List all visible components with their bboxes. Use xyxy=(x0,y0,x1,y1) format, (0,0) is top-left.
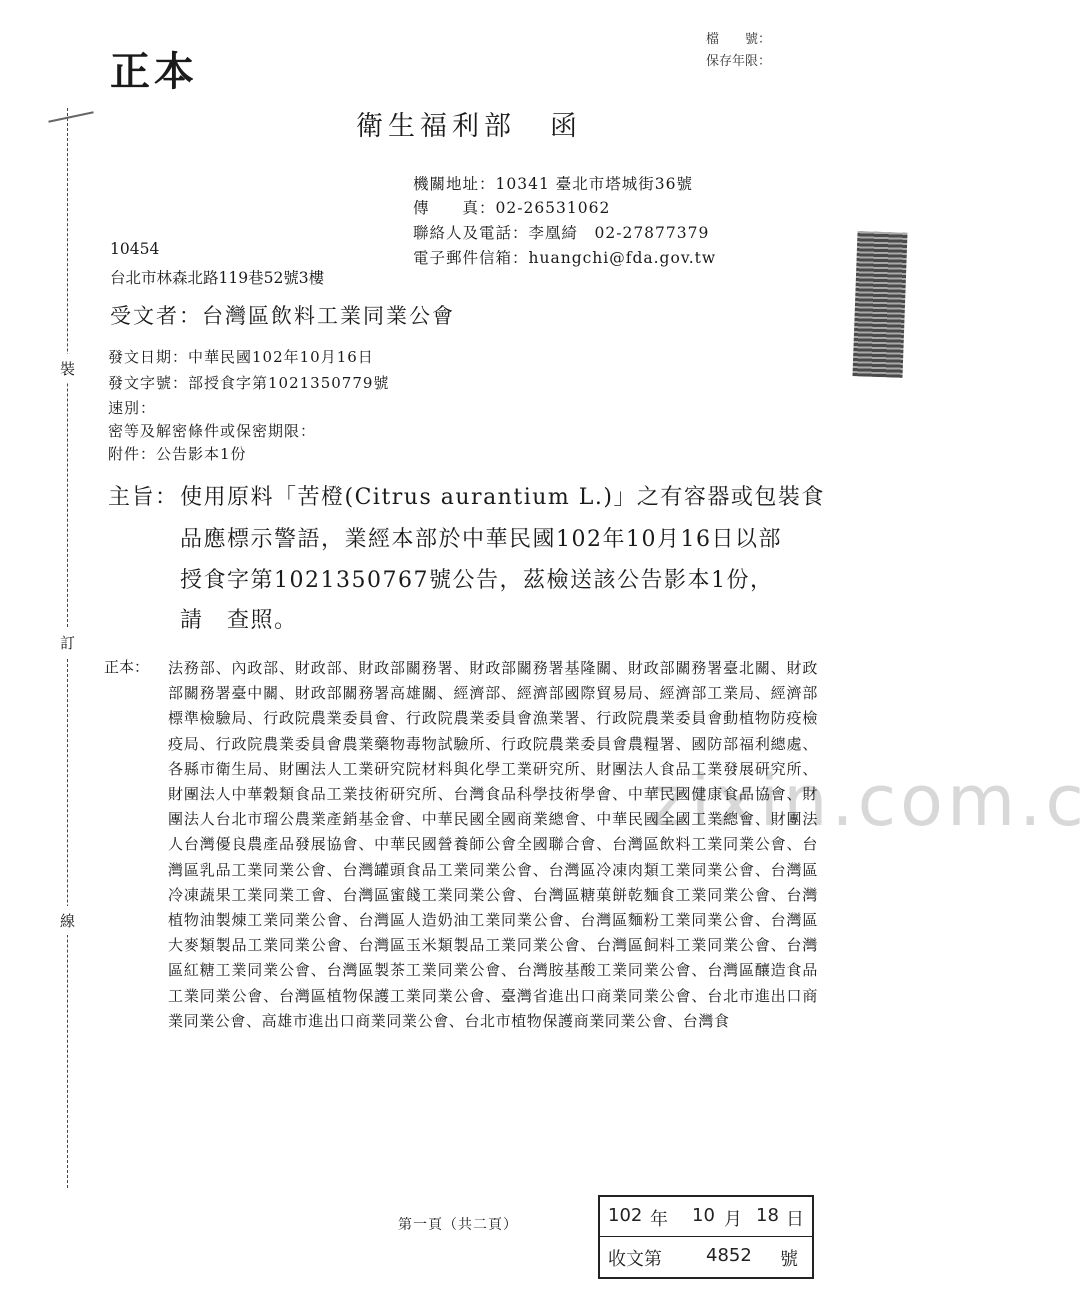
security-level: 密等及解密條件或保密期限： xyxy=(108,422,317,440)
retention-label: 保存年限： xyxy=(706,54,772,69)
receipt-day: 18 xyxy=(756,1205,779,1226)
speed: 速別： xyxy=(108,399,157,417)
receipt-label: 收文第 xyxy=(608,1249,662,1270)
receipt-month-unit: 月 xyxy=(724,1209,742,1230)
receipt-suffix: 號 xyxy=(780,1249,798,1270)
subject-line-3: 授食字第1021350767號公告，茲檢送該公告影本1份， xyxy=(180,568,774,593)
sender-fax: 傳 真：02-26531062 xyxy=(413,199,611,217)
subject-line-2: 品應標示警語，業經本部於中華民國102年10月16日以部 xyxy=(180,527,782,552)
watermark: zixin.com.c xyxy=(650,760,1088,842)
subject-label: 主旨： xyxy=(108,485,179,510)
recipient: 受文者：台灣區飲料工業同業公會 xyxy=(110,304,455,328)
copy-mark: 正本 xyxy=(110,48,198,95)
sender-contact: 聯絡人及電話：李凰綺 02-27877379 xyxy=(413,224,710,242)
receipt-month: 10 xyxy=(692,1205,715,1226)
subject-line-4: 請 查照。 xyxy=(180,608,298,633)
receipt-date-row xyxy=(600,1197,812,1237)
recipient-postcode: 10454 xyxy=(110,240,160,258)
binding-char-xian: 線 xyxy=(60,906,75,935)
subject-line-1: 使用原料「苦橙(Citrus aurantium L.)」之有容器或包裝食 xyxy=(180,485,825,510)
pencil-mark xyxy=(48,111,93,123)
side-barcode-stamp xyxy=(852,231,907,378)
issue-date: 發文日期：中華民國102年10月16日 xyxy=(108,348,374,366)
sender-address: 機關地址：10341 臺北市塔城街36號 xyxy=(413,175,693,193)
document-title xyxy=(356,104,582,143)
agency-name: 衛生福利部 xyxy=(356,111,516,142)
copies-list: 法務部、內政部、財政部、財政部關務署、財政部關務署基隆關、財政部關務署臺北關、財政部關務署臺中關、財政部關務署高雄關、經濟部、經濟部國際貿易局、經濟部工業局、經濟部標準檢驗局、行政院農業委員會、行政院農業委員會漁業署、行政院農業委員會動植物防疫檢疫局、行政院農業委員會農業藥物毒物試驗所、行政院農業委員會農糧署、國防部福利總處、各縣市衛生局、財團法人工業研究院材料與化學工業研究所、財團法人食品工業發展研究所、財團法人中華穀類食品工業技術研究所、台灣食品科學技術學會、中華民國健康食品協會、財團法人台北市瑠公農業產銷基金會、中華民國全國商業總會、中華民國全國工業總會、財團法人台灣優良農產品發展協會、中華民國營養師公會全國聯合會、台灣區飲料工業同業公會、台灣區乳品工業同業公會、台灣罐頭食品工業同業公會、台灣區冷凍肉類工業同業公會、台灣區冷凍蔬果工業同業工會、台灣區蜜餞工業同業公會、台灣區糖菓餅乾麵食工業同業公會、台灣植物油製煉工業同業公會、台灣區人造奶油工業同業公會、台灣區麵粉工業同業公會、台灣區大麥類製品工業同業公會、台灣區玉米類製品工業同業公會、台灣區飼料工業同業公會、台灣區紅糖工業同業公會、台灣區製茶工業同業公會、台灣胺基酸工業同業公會、台灣區釀造食品工業同業公會、台灣區植物保護工業同業公會、臺灣省進出口商業同業公會、台北市進出口商業同業公會、高雄市進出口商業同業公會、台北市植物保護商業同業公會、台灣食 xyxy=(168,659,818,1030)
issue-number: 發文字號：部授食字第1021350779號 xyxy=(108,374,390,392)
receipt-stamp xyxy=(598,1195,814,1279)
receipt-day-unit: 日 xyxy=(786,1209,804,1230)
receipt-year-unit: 年 xyxy=(650,1209,668,1230)
attachment: 附件：公告影本1份 xyxy=(108,445,247,463)
copies-label: 正本： xyxy=(104,658,150,676)
receipt-number-row xyxy=(600,1237,812,1276)
receipt-number: 4852 xyxy=(706,1245,752,1266)
page-footer: 第一頁（共二頁） xyxy=(398,1217,518,1233)
binding-char-ding: 訂 xyxy=(60,628,75,657)
sender-email: 電子郵件信箱：huangchi@fda.gov.tw xyxy=(413,249,717,267)
binding-char-zhuang: 裝 xyxy=(60,354,75,383)
doc-type: 函 xyxy=(550,111,582,142)
recipient-street: 台北市林森北路119巷52號3樓 xyxy=(110,269,325,287)
file-number-label: 檔 號： xyxy=(706,32,772,47)
receipt-year: 102 xyxy=(608,1205,643,1226)
